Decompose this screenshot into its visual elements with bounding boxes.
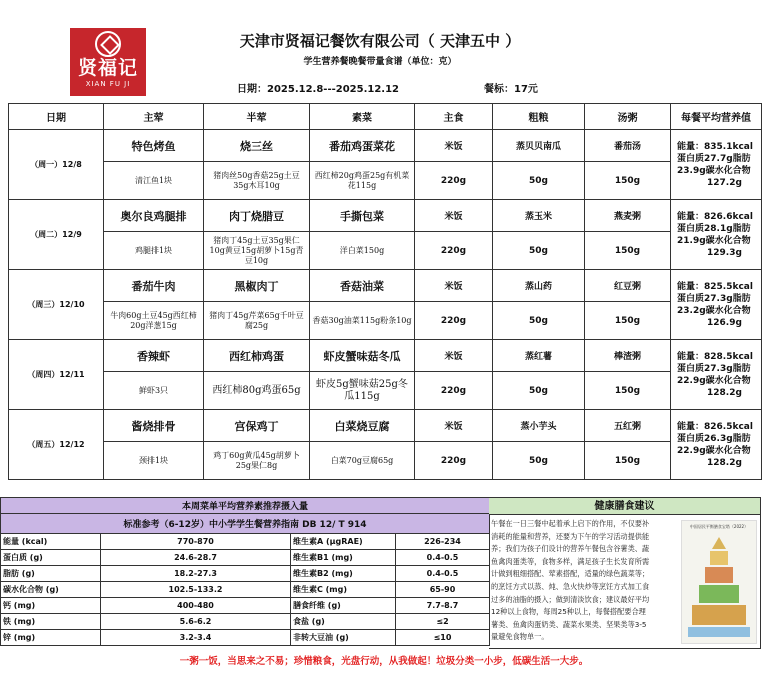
half-meat-dish: 肉丁烧腊豆	[204, 200, 310, 232]
staple-quantity: 220g	[415, 372, 493, 410]
nutrition-line: 128.2g	[707, 387, 742, 398]
nutrient-standard-table	[0, 497, 490, 646]
veg-ingredients: 西红柿20g鸡蛋25g有机菜花115g	[310, 162, 415, 200]
nutrition-line: 能量：826.5kcal	[677, 421, 753, 432]
nutrient-name: 维生素A (μgRAE)	[291, 534, 396, 550]
nutrition-line: 22.9g碳水化合物	[677, 445, 751, 456]
menu-dish-row	[9, 130, 762, 162]
nutrition-value	[671, 270, 762, 340]
nutrient-row	[1, 614, 490, 630]
day-label: （周一）12/8	[9, 130, 104, 200]
staple-quantity: 220g	[415, 442, 493, 480]
nutrient-value: 102.5-133.2	[101, 582, 291, 598]
day-label: （周四）12/11	[9, 340, 104, 410]
half-meat-dish: 烧三丝	[204, 130, 310, 162]
half-meat-ingredients: 猪肉丁45g芹菜65g千叶豆腐25g	[204, 302, 310, 340]
nutrition-line: 蛋白质27.3g脂肪	[677, 363, 751, 374]
main-meat-ingredients: 清江鱼1块	[104, 162, 204, 200]
menu-dish-row	[9, 270, 762, 302]
nutrition-line: 蛋白质26.3g脂肪	[677, 433, 751, 444]
advice-text	[491, 518, 679, 644]
advice-line: 午餐在一日三餐中起着承上启下的作用，不仅要补	[491, 519, 650, 528]
nutrient-name: 钙 (mg)	[1, 598, 101, 614]
nutrient-value: 24.6-28.7	[101, 550, 291, 566]
food-pagoda-image	[681, 520, 757, 644]
nutrition-line: 127.2g	[707, 177, 742, 188]
day-label: （周三）12/10	[9, 270, 104, 340]
main-meat-ingredients: 牛肉60g土豆45g西红柿20g洋葱15g	[104, 302, 204, 340]
half-meat-ingredients: 鸡丁60g黄瓜45g胡萝卜25g果仁8g	[204, 442, 310, 480]
main-meat-ingredients: 鸡腿排1块	[104, 232, 204, 270]
soup-quantity: 150g	[585, 372, 671, 410]
nutrition-value	[671, 340, 762, 410]
advice-line: 计做到粗细搭配、荤素搭配，适量的绿色蔬菜等；	[491, 569, 650, 579]
grain-quantity: 50g	[493, 162, 585, 200]
menu-dish-row	[9, 200, 762, 232]
veg-dish: 番茄鸡蛋菜花	[310, 130, 415, 162]
nutrition-value	[671, 200, 762, 270]
staple-dish: 米饭	[415, 270, 493, 302]
grain-dish: 蒸贝贝南瓜	[493, 130, 585, 162]
main-meat-dish: 番茄牛肉	[104, 270, 204, 302]
date-range	[237, 80, 399, 95]
advice-line: 消耗的能量和营养，还要为下午的学习活动提供能	[491, 531, 650, 541]
nutrition-value	[671, 130, 762, 200]
nutrition-line: 23.9g碳水化合物	[677, 165, 751, 176]
nutrient-value: 0.4-0.5	[396, 566, 490, 582]
nutrient-row	[1, 534, 490, 550]
staple-dish: 米饭	[415, 130, 493, 162]
soup-quantity: 150g	[585, 302, 671, 340]
main-meat-ingredients: 颈排1块	[104, 442, 204, 480]
nutrition-value	[671, 410, 762, 480]
veg-ingredients: 香菇30g油菜115g粉条10g	[310, 302, 415, 340]
logo-text-en: XIAN FU JI	[85, 80, 131, 88]
nutrient-value: 0.4-0.5	[396, 550, 490, 566]
staple-dish: 米饭	[415, 410, 493, 442]
main-meat-dish: 酱烧排骨	[104, 410, 204, 442]
veg-ingredients: 白菜70g豆腐65g	[310, 442, 415, 480]
veg-ingredients: 洋白菜150g	[310, 232, 415, 270]
grain-dish: 蒸小芋头	[493, 410, 585, 442]
grain-quantity: 50g	[493, 302, 585, 340]
advice-title: 健康膳食建议	[489, 498, 760, 515]
col-header: 日期	[9, 104, 104, 130]
health-advice-panel	[489, 497, 761, 649]
day-label: （周二）12/9	[9, 200, 104, 270]
grain-dish: 蒸红薯	[493, 340, 585, 372]
advice-line: 过多的油脂的摄入；做到清淡饮食；建议最好平均	[491, 594, 650, 604]
col-header: 主食	[415, 104, 493, 130]
nutrition-line: 22.9g碳水化合物	[677, 375, 751, 386]
staple-quantity: 220g	[415, 302, 493, 340]
menu-header-row	[9, 104, 762, 130]
nutrient-name: 铁 (mg)	[1, 614, 101, 630]
nutrient-value: 18.2-27.3	[101, 566, 291, 582]
half-meat-dish: 黑椒肉丁	[204, 270, 310, 302]
nutrient-row	[1, 566, 490, 582]
nutrition-line: 21.9g碳水化合物	[677, 235, 751, 246]
nutrient-row	[1, 582, 490, 598]
advice-line: 的烹饪方式以蒸、炖、急火快炒等烹饪方式加工食	[491, 581, 650, 591]
nutrition-line: 蛋白质27.3g脂肪	[677, 293, 751, 304]
company-logo	[70, 28, 146, 96]
nutrient-value: ≤10	[396, 630, 490, 646]
grain-quantity: 50g	[493, 442, 585, 480]
soup-dish: 五红粥	[585, 410, 671, 442]
soup-dish: 燕麦粥	[585, 200, 671, 232]
nutrition-line: 蛋白质28.1g脂肪	[677, 223, 751, 234]
soup-dish: 棒渣粥	[585, 340, 671, 372]
grain-dish: 蒸玉米	[493, 200, 585, 232]
main-meat-dish: 特色烤鱼	[104, 130, 204, 162]
grain-quantity: 50g	[493, 232, 585, 270]
nutrient-value: 3.2-3.4	[101, 630, 291, 646]
standard-label: 餐标：	[484, 84, 514, 95]
nutrition-line: 蛋白质27.7g脂肪	[677, 153, 751, 164]
nutrient-name: 维生素B1 (mg)	[291, 550, 396, 566]
veg-dish: 虾皮蟹味菇冬瓜	[310, 340, 415, 372]
date-value: 2025.12.8---2025.12.12	[267, 84, 400, 95]
advice-line: 量避免食物单一。	[491, 632, 549, 642]
nutrient-value: 226-234	[396, 534, 490, 550]
advice-line: 养；我们为孩子们设计的营养午餐包含谷薯类、蔬	[491, 544, 650, 554]
half-meat-dish: 宫保鸡丁	[204, 410, 310, 442]
staple-dish: 米饭	[415, 340, 493, 372]
meal-standard	[484, 80, 538, 95]
nutrition-line: 能量：826.6kcal	[677, 211, 753, 222]
main-meat-dish: 香辣虾	[104, 340, 204, 372]
menu-ingredient-row	[9, 302, 762, 340]
pagoda-title: 中国居民平衡膳食宝塔（2022）	[689, 524, 749, 529]
menu-ingredient-row	[9, 372, 762, 410]
col-header: 素菜	[310, 104, 415, 130]
col-header: 汤粥	[585, 104, 671, 130]
soup-quantity: 150g	[585, 162, 671, 200]
staple-quantity: 220g	[415, 232, 493, 270]
menu-dish-row	[9, 340, 762, 372]
nutrient-value: ≤2	[396, 614, 490, 630]
soup-quantity: 150g	[585, 442, 671, 480]
nutrient-row	[1, 550, 490, 566]
nutrient-name: 维生素B2 (mg)	[291, 566, 396, 582]
veg-dish: 白菜烧豆腐	[310, 410, 415, 442]
nutrient-name: 锌 (mg)	[1, 630, 101, 646]
nutrient-name: 脂肪 (g)	[1, 566, 101, 582]
page-subtitle: 学生营养餐晚餐带量食谱（单位：克）	[303, 57, 457, 67]
col-header: 半荤	[204, 104, 310, 130]
nutrient-name: 碳水化合物 (g)	[1, 582, 101, 598]
half-meat-ingredients: 猪肉丁45g土豆35g果仁10g黄豆15g胡萝卜15g青豆10g	[204, 232, 310, 270]
nutrient-standard-title: 本周菜单平均营养素推荐摄入量	[1, 498, 490, 514]
nutrition-line: 23.2g碳水化合物	[677, 305, 751, 316]
soup-quantity: 150g	[585, 232, 671, 270]
nutrient-value: 65-90	[396, 582, 490, 598]
nutrient-name: 蛋白质 (g)	[1, 550, 101, 566]
nutrient-row	[1, 598, 490, 614]
grain-dish: 蒸山药	[493, 270, 585, 302]
col-header: 粗粮	[493, 104, 585, 130]
nutrient-value: 770-870	[101, 534, 291, 550]
menu-table	[8, 103, 762, 480]
staple-dish: 米饭	[415, 200, 493, 232]
nutrient-row	[1, 630, 490, 646]
main-meat-ingredients: 鲜虾3只	[104, 372, 204, 410]
pagoda-icon	[684, 535, 754, 641]
half-meat-ingredients: 猪肉丝50g香菇25g土豆35g木耳10g	[204, 162, 310, 200]
advice-line: 鱼禽肉蛋类等，食物多样，满足孩子生长发育所需	[491, 556, 650, 566]
veg-dish: 香菇油菜	[310, 270, 415, 302]
nutrient-standard-reference: 标准参考（6-12岁）中小学学生餐营养指南 DB 12/ T 914	[1, 514, 490, 534]
footer-slogan: 一粥一饭，当思来之不易；珍惜粮食，光盘行动，从我做起！垃圾分类一小步，低碳生活一大步。	[179, 656, 589, 667]
main-meat-dish: 奥尔良鸡腿排	[104, 200, 204, 232]
veg-ingredients: 虾皮5g蟹味菇25g冬瓜115g	[310, 372, 415, 410]
menu-ingredient-row	[9, 232, 762, 270]
soup-dish: 番茄汤	[585, 130, 671, 162]
nutrient-name: 维生素C (mg)	[291, 582, 396, 598]
staple-quantity: 220g	[415, 162, 493, 200]
date-label: 日期：	[237, 84, 267, 95]
nutrition-line: 129.3g	[707, 247, 742, 258]
nutrition-line: 能量：835.1kcal	[677, 141, 753, 152]
logo-seal-icon	[95, 31, 121, 57]
nutrient-name: 食盐 (g)	[291, 614, 396, 630]
advice-line: 12种以上食物，每周25种以上，每餐搭配要合理	[491, 607, 646, 617]
soup-dish: 红豆粥	[585, 270, 671, 302]
menu-ingredient-row	[9, 442, 762, 480]
nutrient-name: 非转大豆油 (g)	[291, 630, 396, 646]
nutrient-value: 400-480	[101, 598, 291, 614]
menu-dish-row	[9, 410, 762, 442]
day-label: （周五）12/12	[9, 410, 104, 480]
logo-text-cn: 贤福记	[77, 57, 138, 79]
col-header: 主荤	[104, 104, 204, 130]
nutrient-value: 7.7-8.7	[396, 598, 490, 614]
veg-dish: 手撕包菜	[310, 200, 415, 232]
standard-value: 17元	[514, 84, 538, 95]
half-meat-ingredients: 西红柿80g鸡蛋65g	[204, 372, 310, 410]
nutrition-line: 128.2g	[707, 457, 742, 468]
advice-line: 薯类、鱼禽肉蛋奶类、蔬菜水果类、坚果类等3-5	[491, 619, 647, 629]
nutrient-name: 膳食纤维 (g)	[291, 598, 396, 614]
nutrient-value: 5.6-6.2	[101, 614, 291, 630]
nutrition-line: 126.9g	[707, 317, 742, 328]
nutrition-line: 能量：825.5kcal	[677, 281, 753, 292]
grain-quantity: 50g	[493, 372, 585, 410]
half-meat-dish: 西红柿鸡蛋	[204, 340, 310, 372]
nutrient-name: 能量 (kcal)	[1, 534, 101, 550]
nutrition-line: 能量：828.5kcal	[677, 351, 753, 362]
col-header: 每餐平均营养值	[671, 104, 762, 130]
page-title: 天津市贤福记餐饮有限公司（ 天津五中 ）	[239, 32, 521, 50]
menu-ingredient-row	[9, 162, 762, 200]
